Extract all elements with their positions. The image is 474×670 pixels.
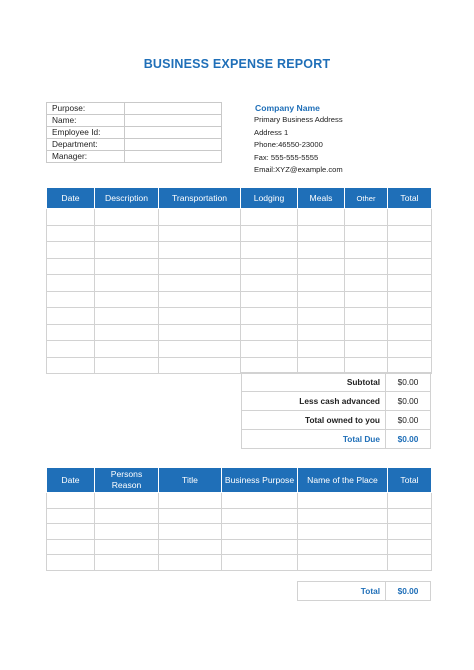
expense-header-total: Total — [388, 188, 432, 209]
table-cell[interactable] — [298, 225, 345, 242]
table-cell[interactable] — [47, 508, 95, 524]
table-cell[interactable] — [159, 225, 241, 242]
entertainment-table — [46, 467, 432, 571]
company-phone: Phone:46550-23000 — [254, 140, 323, 150]
table-row — [47, 341, 432, 358]
ent-header-title: Title — [159, 468, 222, 493]
table-cell[interactable] — [47, 524, 95, 540]
table-cell[interactable] — [345, 308, 388, 325]
table-cell[interactable] — [95, 539, 159, 555]
table-cell[interactable] — [159, 357, 241, 374]
company-address-line2: Address 1 — [254, 127, 289, 137]
table-cell[interactable] — [95, 555, 159, 571]
table-cell[interactable] — [298, 291, 345, 308]
entertainment-total-row — [298, 582, 431, 601]
table-cell[interactable] — [95, 524, 159, 540]
expense-table — [46, 187, 432, 374]
table-row — [47, 539, 432, 555]
table-cell[interactable] — [47, 341, 95, 358]
table-cell[interactable] — [345, 275, 388, 292]
table-cell[interactable] — [388, 555, 432, 571]
table-row — [47, 324, 432, 341]
table-cell[interactable] — [241, 341, 298, 358]
ent-header-total: Total — [388, 468, 432, 493]
company-address-line1: Primary Business Address — [254, 115, 343, 125]
table-cell[interactable] — [159, 539, 222, 555]
table-cell[interactable] — [241, 225, 298, 242]
table-cell[interactable] — [47, 308, 95, 325]
table-cell[interactable] — [159, 291, 241, 308]
table-cell[interactable] — [159, 341, 241, 358]
table-cell[interactable] — [47, 539, 95, 555]
table-cell[interactable] — [159, 508, 222, 524]
ent-header-persons-reason: Persons Reason — [95, 468, 159, 493]
ent-header-business-purpose: Business Purpose — [222, 468, 298, 493]
expense-header-lodging: Lodging — [241, 188, 298, 209]
manager-label: Manager: — [47, 151, 125, 163]
table-cell[interactable] — [345, 258, 388, 275]
expense-body — [47, 209, 432, 374]
table-cell[interactable] — [298, 524, 388, 540]
purpose-field[interactable] — [125, 103, 222, 115]
table-cell[interactable] — [159, 524, 222, 540]
table-cell[interactable] — [298, 555, 388, 571]
table-cell[interactable] — [388, 493, 432, 509]
table-cell[interactable] — [298, 508, 388, 524]
table-cell[interactable] — [47, 225, 95, 242]
table-cell[interactable] — [222, 508, 298, 524]
entertainment-total-table — [297, 581, 431, 601]
table-row — [47, 291, 432, 308]
table-cell[interactable] — [95, 308, 159, 325]
table-cell[interactable] — [345, 242, 388, 259]
table-row — [47, 508, 432, 524]
table-cell[interactable] — [95, 225, 159, 242]
table-cell[interactable] — [159, 258, 241, 275]
manager-field[interactable] — [125, 151, 222, 163]
table-cell[interactable] — [47, 258, 95, 275]
expense-header-transportation: Transportation — [159, 188, 241, 209]
table-cell[interactable] — [298, 341, 345, 358]
report-title: BUSINESS EXPENSE REPORT — [143, 57, 331, 71]
table-row — [47, 209, 432, 226]
table-row — [47, 225, 432, 242]
expense-header-meals: Meals — [298, 188, 345, 209]
table-cell[interactable] — [388, 308, 432, 325]
table-cell[interactable] — [47, 291, 95, 308]
info-row-name — [47, 115, 222, 127]
ent-header-name-of-place: Name of the Place — [298, 468, 388, 493]
table-cell[interactable] — [95, 508, 159, 524]
table-cell[interactable] — [159, 555, 222, 571]
table-row — [47, 275, 432, 292]
table-cell[interactable] — [298, 539, 388, 555]
total-due-label: Total Due — [242, 430, 386, 449]
employee-info-table — [46, 102, 222, 163]
cash-advanced-row — [242, 392, 431, 411]
table-cell[interactable] — [95, 493, 159, 509]
subtotal-value[interactable]: $0.00 — [386, 373, 431, 392]
table-cell[interactable] — [47, 555, 95, 571]
table-cell[interactable] — [159, 324, 241, 341]
table-cell[interactable] — [388, 225, 432, 242]
table-cell[interactable] — [222, 539, 298, 555]
table-cell[interactable] — [388, 258, 432, 275]
total-owned-value[interactable]: $0.00 — [386, 411, 431, 430]
table-cell[interactable] — [388, 242, 432, 259]
info-row-purpose — [47, 103, 222, 115]
total-owned-row — [242, 411, 431, 430]
table-cell[interactable] — [388, 524, 432, 540]
table-cell[interactable] — [47, 493, 95, 509]
table-cell[interactable] — [95, 341, 159, 358]
table-cell[interactable] — [241, 258, 298, 275]
table-cell[interactable] — [95, 242, 159, 259]
table-cell[interactable] — [241, 209, 298, 226]
expense-header-description: Description — [95, 188, 159, 209]
table-cell[interactable] — [388, 209, 432, 226]
total-due-value[interactable]: $0.00 — [386, 430, 431, 449]
table-cell[interactable] — [345, 209, 388, 226]
info-row-employee-id — [47, 127, 222, 139]
cash-advanced-label: Less cash advanced — [242, 392, 386, 411]
table-cell[interactable] — [345, 225, 388, 242]
table-cell[interactable] — [298, 275, 345, 292]
department-field[interactable] — [125, 139, 222, 151]
table-cell[interactable] — [159, 493, 222, 509]
table-row — [47, 493, 432, 509]
table-cell[interactable] — [298, 493, 388, 509]
table-cell[interactable] — [345, 291, 388, 308]
entertainment-total-value[interactable]: $0.00 — [386, 582, 431, 601]
table-cell[interactable] — [388, 539, 432, 555]
purpose-label: Purpose: — [47, 103, 125, 115]
total-due-row — [242, 430, 431, 449]
table-cell[interactable] — [47, 209, 95, 226]
table-cell[interactable] — [345, 324, 388, 341]
name-label: Name: — [47, 115, 125, 127]
expense-header-date: Date — [47, 188, 95, 209]
table-cell[interactable] — [298, 258, 345, 275]
table-cell[interactable] — [95, 209, 159, 226]
table-cell[interactable] — [47, 275, 95, 292]
ent-header-date: Date — [47, 468, 95, 493]
table-cell[interactable] — [388, 324, 432, 341]
table-cell[interactable] — [159, 242, 241, 259]
table-cell[interactable] — [47, 324, 95, 341]
employee-id-label: Employee Id: — [47, 127, 125, 139]
table-row — [47, 555, 432, 571]
table-row — [47, 242, 432, 259]
table-cell[interactable] — [241, 308, 298, 325]
table-cell[interactable] — [388, 291, 432, 308]
table-cell[interactable] — [95, 324, 159, 341]
subtotal-label: Subtotal — [242, 373, 386, 392]
table-cell[interactable] — [298, 308, 345, 325]
table-cell[interactable] — [241, 275, 298, 292]
cash-advanced-value[interactable]: $0.00 — [386, 392, 431, 411]
table-cell[interactable] — [298, 242, 345, 259]
total-owned-label: Total owned to you — [242, 411, 386, 430]
table-cell[interactable] — [388, 341, 432, 358]
expense-header-other: Other — [345, 188, 388, 209]
company-fax: Fax: 555-555-5555 — [254, 152, 319, 162]
info-row-department — [47, 139, 222, 151]
name-field[interactable] — [125, 115, 222, 127]
company-email: Email:XYZ@example.com — [254, 165, 343, 175]
entertainment-body — [47, 493, 432, 571]
table-row — [47, 524, 432, 540]
summary-table — [241, 372, 431, 449]
table-cell[interactable] — [47, 357, 95, 374]
employee-id-field[interactable] — [125, 127, 222, 139]
table-row — [47, 258, 432, 275]
info-row-manager — [47, 151, 222, 163]
subtotal-row — [242, 373, 431, 392]
entertainment-total-label: Total — [298, 582, 386, 601]
company-name: Company Name — [255, 103, 320, 113]
company-info — [254, 102, 343, 176]
table-cell[interactable] — [95, 275, 159, 292]
table-cell[interactable] — [159, 209, 241, 226]
table-row — [47, 308, 432, 325]
table-cell[interactable] — [95, 258, 159, 275]
table-cell[interactable] — [298, 324, 345, 341]
table-cell[interactable] — [159, 308, 241, 325]
table-cell[interactable] — [222, 555, 298, 571]
expense-header-row — [47, 188, 432, 209]
table-cell[interactable] — [298, 209, 345, 226]
table-cell[interactable] — [241, 242, 298, 259]
table-cell[interactable] — [95, 291, 159, 308]
table-cell[interactable] — [95, 357, 159, 374]
table-cell[interactable] — [388, 508, 432, 524]
table-cell[interactable] — [388, 275, 432, 292]
table-cell[interactable] — [159, 275, 241, 292]
table-cell[interactable] — [222, 493, 298, 509]
department-label: Department: — [47, 139, 125, 151]
table-cell[interactable] — [241, 324, 298, 341]
table-cell[interactable] — [241, 291, 298, 308]
table-cell[interactable] — [222, 524, 298, 540]
table-cell[interactable] — [345, 341, 388, 358]
table-cell[interactable] — [47, 242, 95, 259]
entertainment-header-row — [47, 468, 432, 493]
